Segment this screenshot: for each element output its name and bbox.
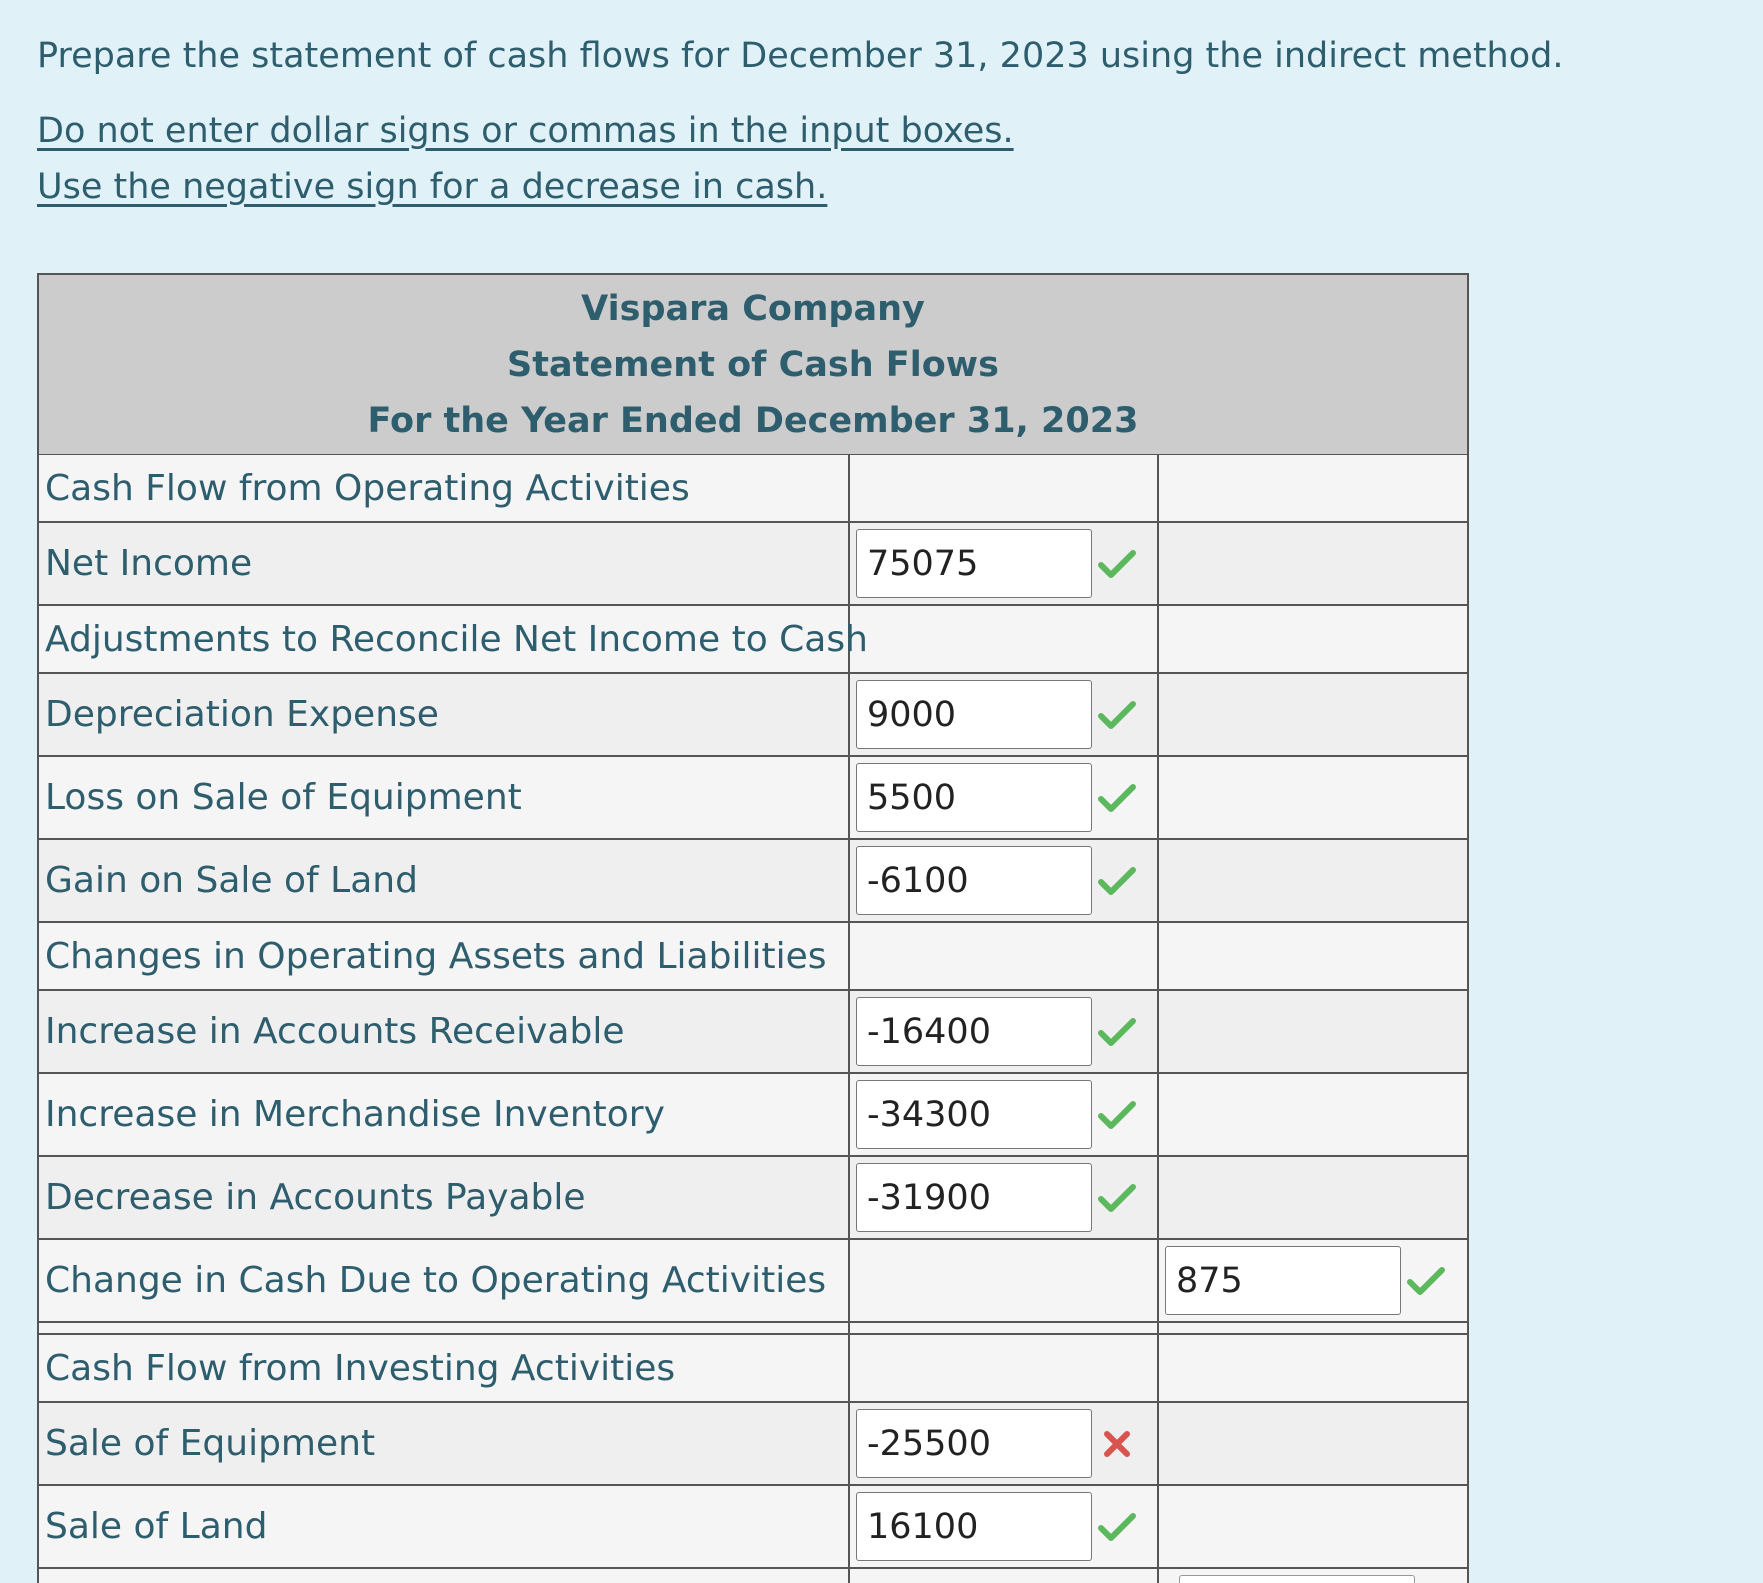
incorrect-x-icon	[1096, 1423, 1138, 1465]
sale-of-equipment-input[interactable]: -25500	[856, 1409, 1092, 1478]
net-income-row	[39, 523, 1467, 606]
operating-activities-header-row	[39, 455, 1467, 523]
row-label: Loss on Sale of Equipment	[39, 757, 850, 838]
loss-on-sale-of-equipment-row	[39, 757, 1467, 840]
statement-period: For the Year Ended December 31, 2023	[367, 400, 1139, 441]
row-label: Changes in Operating Assets and Liabilities	[39, 923, 850, 989]
accounts-payable-row	[39, 1157, 1467, 1240]
correct-check-icon	[1096, 1011, 1138, 1053]
operating-total-input[interactable]: 875	[1165, 1246, 1401, 1315]
row-label: Increase in Merchandise Inventory	[39, 1074, 850, 1155]
statement-name: Statement of Cash Flows	[507, 344, 999, 385]
correct-check-icon	[1096, 860, 1138, 902]
row-label: Sale of Land	[39, 1486, 850, 1567]
accounts-payable-input[interactable]: -31900	[856, 1163, 1092, 1232]
operating-total-row	[39, 1240, 1467, 1323]
row-label: Depreciation Expense	[39, 674, 850, 755]
merchandise-inventory-input[interactable]: -34300	[856, 1080, 1092, 1149]
sale-of-land-input[interactable]: 16100	[856, 1492, 1092, 1561]
accounts-receivable-input[interactable]: -16400	[856, 997, 1092, 1066]
cash-flow-statement	[37, 273, 1469, 1583]
correct-check-icon	[1405, 1260, 1447, 1302]
row-label: Change in Cash Due to Operating Activities	[39, 1240, 850, 1321]
section-divider	[39, 1323, 1467, 1335]
instruction-no-dollar-signs: Do not enter dollar signs or commas in the input boxes.	[37, 111, 1014, 151]
correct-check-icon	[1096, 1177, 1138, 1219]
row-label: Increase in Accounts Receivable	[39, 991, 850, 1072]
row-label: Net Income	[39, 523, 850, 604]
instruction-negative-sign: Use the negative sign for a decrease in cash.	[37, 167, 828, 207]
company-name: Vispara Company	[581, 288, 925, 329]
changes-header-row	[39, 923, 1467, 991]
row-label: Gain on Sale of Land	[39, 840, 850, 921]
net-income-input[interactable]: 75075	[856, 529, 1092, 598]
correct-check-icon	[1096, 777, 1138, 819]
depreciation-row	[39, 674, 1467, 757]
depreciation-input[interactable]: 9000	[856, 680, 1092, 749]
correct-check-icon	[1096, 1094, 1138, 1136]
row-label: Decrease in Accounts Payable	[39, 1157, 850, 1238]
instructions-title: Prepare the statement of cash flows for December 31, 2023 using the indirect method.	[37, 36, 1564, 76]
gain-on-sale-of-land-input[interactable]: -6100	[856, 846, 1092, 915]
adjustments-header-row	[39, 606, 1467, 674]
sale-of-equipment-row	[39, 1403, 1467, 1486]
investing-activities-header-row	[39, 1335, 1467, 1403]
row-label: Cash Flow from Operating Activities	[39, 455, 850, 521]
merchandise-inventory-row	[39, 1074, 1467, 1157]
row-label: Cash Flow from Investing Activities	[39, 1335, 850, 1401]
partial-input-box[interactable]	[1179, 1575, 1415, 1583]
row-label: Sale of Equipment	[39, 1403, 850, 1484]
accounts-receivable-row	[39, 991, 1467, 1074]
correct-check-icon	[1096, 1506, 1138, 1548]
statement-header	[39, 275, 1467, 455]
sale-of-land-row	[39, 1486, 1467, 1569]
row-label: Adjustments to Reconcile Net Income to Cash	[39, 606, 850, 672]
loss-on-sale-of-equipment-input[interactable]: 5500	[856, 763, 1092, 832]
correct-check-icon	[1096, 543, 1138, 585]
gain-on-sale-of-land-row	[39, 840, 1467, 923]
correct-check-icon	[1096, 694, 1138, 736]
